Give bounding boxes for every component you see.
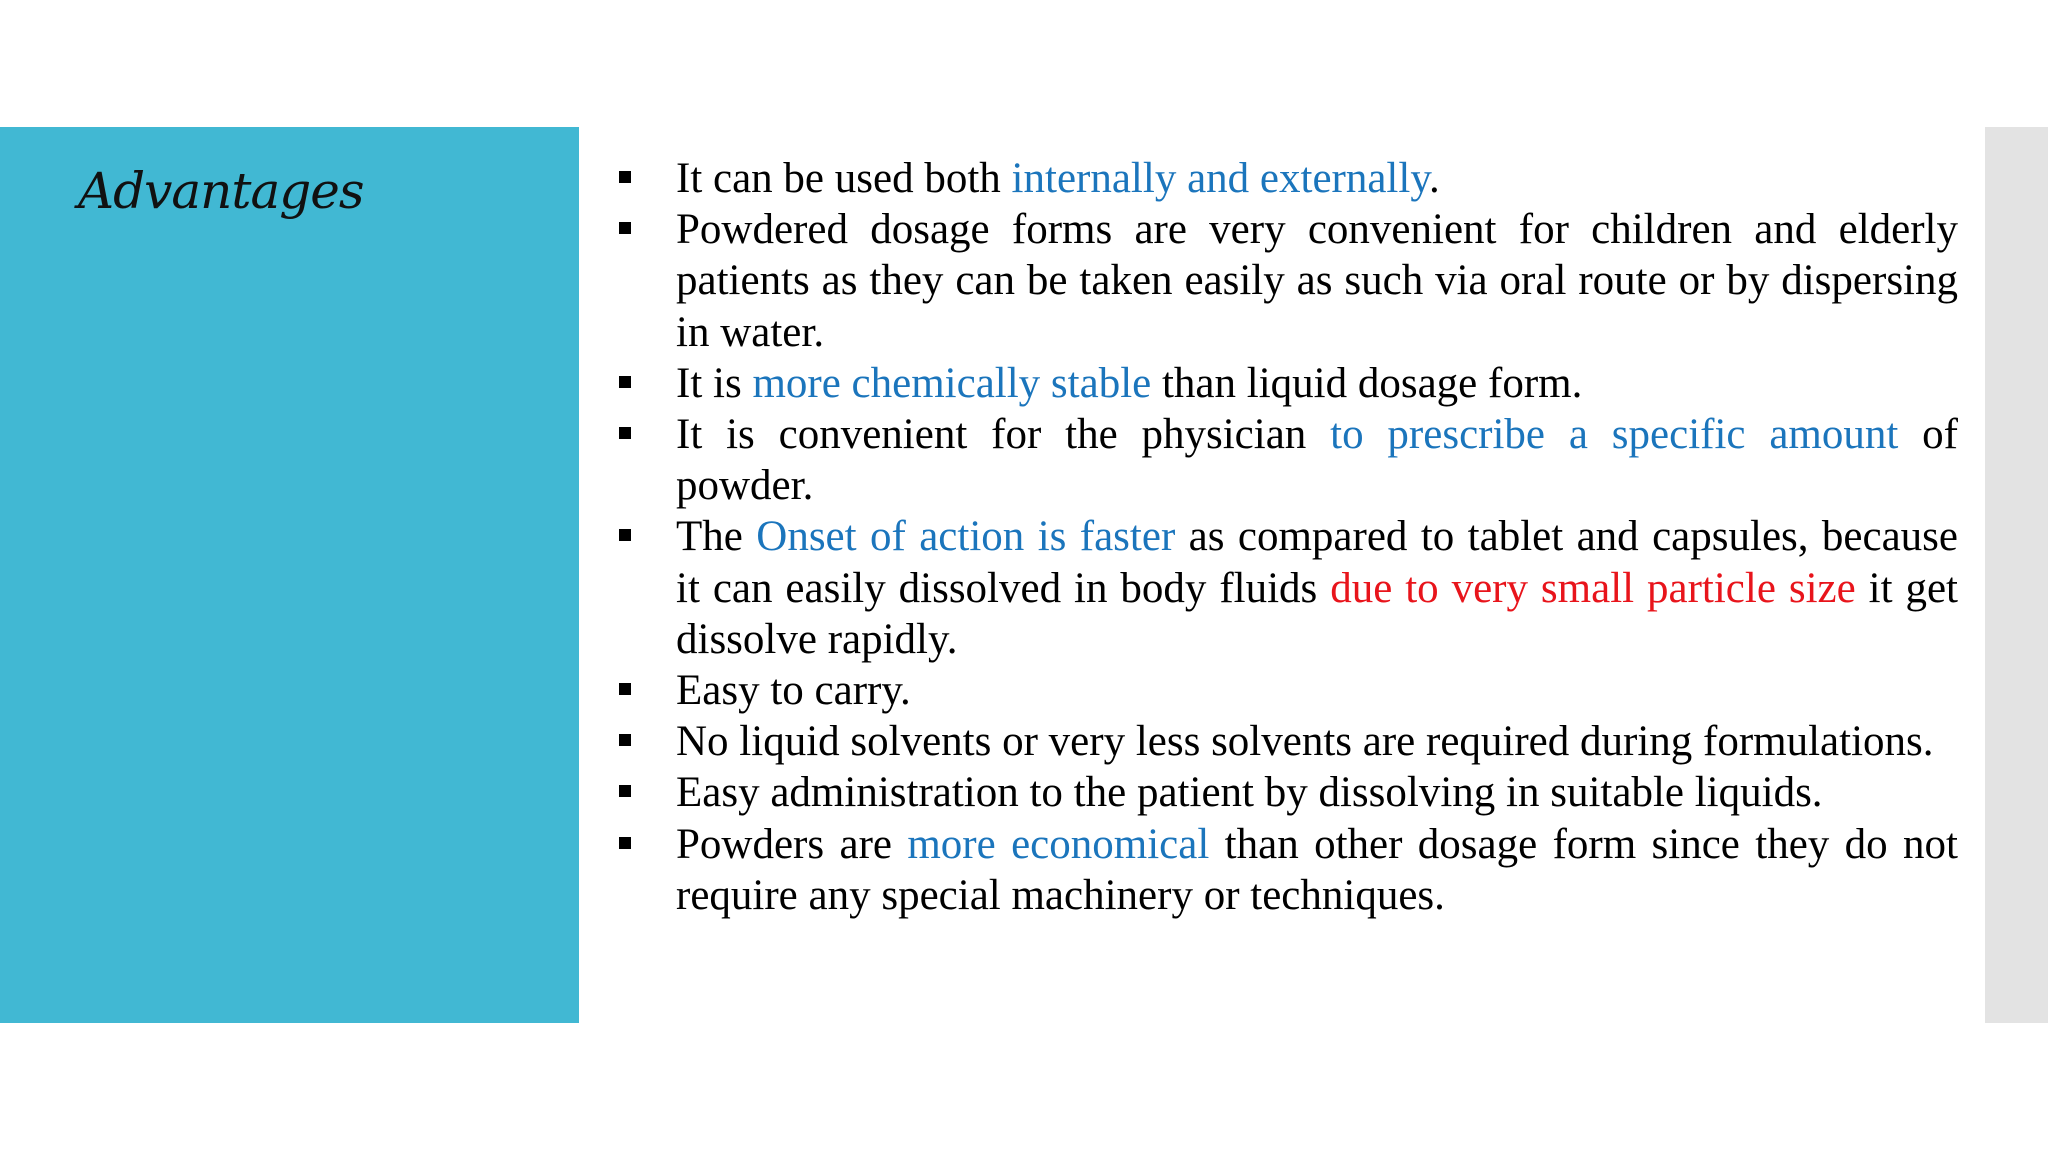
bullet-item	[676, 409, 1958, 511]
bullet-text: Powders are	[676, 820, 908, 868]
highlighted-text: more chemically stable	[752, 359, 1152, 407]
bullet-item	[676, 204, 1958, 358]
slide-title: Advantages	[78, 162, 364, 220]
bullet-square-icon	[619, 734, 631, 746]
side-strip	[1985, 127, 2048, 1023]
bullet-text: No liquid solvents or very less solvents are required during formulations.	[676, 718, 1934, 766]
bullet-item	[676, 665, 1958, 716]
content-area	[676, 153, 1958, 921]
bullet-square-icon	[619, 171, 631, 183]
bullet-square-icon	[619, 376, 631, 388]
bullet-item	[676, 153, 1958, 204]
bullet-text: it get dissolve rapidly.	[676, 564, 1958, 663]
bullet-text: of powder.	[676, 411, 1958, 510]
highlighted-text: Onset of action is faster	[756, 513, 1176, 561]
bullet-text: It is convenient for the physician	[676, 411, 1331, 459]
bullet-text: than other dosage form since they do not require any special machinery or techniques.	[676, 820, 1958, 919]
bullet-item	[676, 819, 1958, 921]
highlighted-text: internally and externally	[1011, 155, 1430, 202]
bullet-text: Powdered dosage forms are very convenient for children and elderly patients as they can be taken easily as such via oral route or by dispersing in water.	[676, 206, 1958, 356]
bullet-text: Easy administration to the patient by dissolving in suitable liquids.	[676, 769, 1823, 817]
highlighted-text: more economical	[907, 820, 1210, 868]
title-panel	[0, 127, 579, 1023]
highlighted-text: to prescribe a specific amount	[1330, 411, 1899, 459]
bullet-item	[676, 358, 1958, 409]
bullet-text: Easy to carry.	[676, 667, 911, 715]
bullet-text: The	[676, 513, 757, 561]
bullet-text: It is	[676, 359, 753, 407]
bullet-text: .	[1429, 155, 1440, 202]
bullet-text: than liquid dosage form.	[1151, 359, 1583, 407]
bullet-square-icon	[619, 683, 631, 695]
bullet-square-icon	[619, 837, 631, 849]
bullet-item	[676, 511, 1958, 665]
bullet-square-icon	[619, 222, 631, 234]
bullet-square-icon	[619, 785, 631, 797]
bullet-list	[676, 153, 1958, 921]
highlighted-text: due to very small particle size	[1330, 564, 1856, 612]
bullet-square-icon	[619, 427, 631, 439]
bullet-text: It can be used both	[676, 155, 1012, 202]
bullet-square-icon	[619, 529, 631, 541]
bullet-text: as compared to tablet and capsules, because it can easily dissolved in body fluids	[676, 513, 1958, 612]
bullet-item	[676, 716, 1958, 767]
bullet-item	[676, 767, 1958, 818]
